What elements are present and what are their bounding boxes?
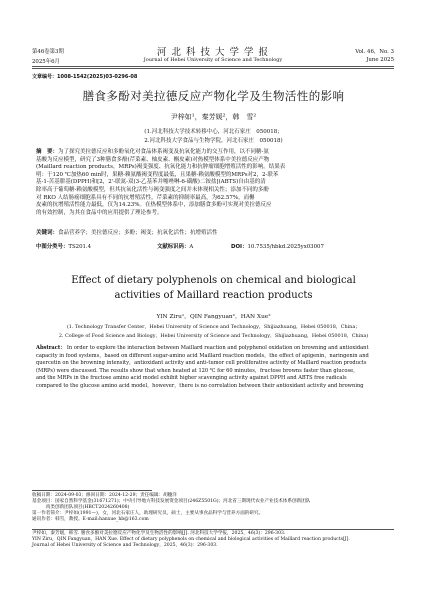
doi-label: DOI： bbox=[231, 244, 248, 250]
title-cn: 膳食多酚对美拉德反应产物化学及生物活性的影响 bbox=[82, 89, 345, 103]
authors-cn: 尹梓如¹，秦芳媛²，韩 雪² bbox=[170, 113, 257, 121]
abstract-en-label: Abstract： bbox=[36, 345, 66, 351]
abstract-cn-line: 基-1-苦基肼基(DPPH)和[2，2'-联氮-双(3-乙基苯并噻唑啉-6-磺酸)二铵盐](ABTS)自由基的清 bbox=[36, 179, 266, 186]
abstract-cn-line: 对 RKO 人结肠癌细胞系具有不同的抗增殖活性，芹菜素的抑制率最高，为62.57%，而槲 bbox=[36, 194, 255, 201]
footnote-corresponding: 通讯作者：韩雪，教授。E-mail:hanxue_hb@163.com bbox=[32, 517, 149, 523]
keywords-cn-label: 关键词： bbox=[36, 230, 59, 236]
clc-value: TS201.4 bbox=[68, 244, 92, 250]
abstract-cn-line: 除率高于葡萄糖-赖氨酸模型，但其抗氧化活性与褐变强度之间并未体现相关性；添加不同的多酚 bbox=[36, 186, 269, 193]
keywords-cn bbox=[36, 230, 390, 238]
abstract-en-line: quercetin on the browning intensity，antioxidant activity and anti-tumor cell proliferative activity of Maillard reaction products bbox=[36, 360, 367, 367]
abstract-en bbox=[36, 345, 390, 391]
affiliation-cn-1: (1.河北科技大学技术转移中心，河北石家庄 050018； bbox=[144, 129, 283, 135]
abstract-cn-line: 皮素的抗增殖活性能力最低，仅为14.23%。在热模型体系中，添加膳食多酚可实现对美拉德反应 bbox=[36, 202, 272, 209]
affiliation-en-1: (1. Technology Transfer Center，Hebei University of Science and Technology，Shijiazhuang，Hebei 050018，China； bbox=[66, 324, 361, 330]
citation-cn: 尹梓如，秦芳媛，韩雪. 膳食多酚对美拉德反应产物化学及生物活性的影响[J]. 河北科技大学学报，2025，46(3)：296-303. bbox=[32, 531, 286, 536]
citation-en-cont: Journal of Hebei University of Science and Technology，2025，46(3)：296-303. bbox=[32, 543, 218, 549]
footnote-received: 收稿日期：2024-09-03；修回日期：2024-12-29；责任编辑：胡穗洋 bbox=[32, 493, 177, 498]
abstract-cn-label: 摘 要： bbox=[36, 149, 59, 155]
doi-value: 10.7535/hbkd.2025yx03007 bbox=[247, 244, 324, 250]
footnote-rule bbox=[32, 490, 152, 491]
abstract-cn-line: 基酸为反应模型，研究了3种膳食多酚(芹菜素、柚皮素、槲皮素)对热模型体系中美拉德反应产物 bbox=[36, 156, 270, 163]
abstract-en-line: capacity in food systems，based on different sugar-amino acid Maillard reaction models，the effect of apigenin，naringenin and bbox=[36, 352, 369, 359]
affiliation-cn-2: 2.河北科技大学食品与生物学院，河北石家庄 050018) bbox=[144, 138, 283, 144]
header-date-en: June 2025 bbox=[366, 57, 394, 63]
doc-label: 文献标识码： bbox=[157, 244, 190, 250]
footnote-first-author: 第一作者简介：尹梓如(1991—)，女，河北石家庄人，助理研究员，硕士，主要从事食品科学与营养方面的研究。 bbox=[32, 511, 264, 517]
citation-rule bbox=[32, 529, 394, 530]
journal-title-en: Journal of Hebei University of Science and Technology bbox=[143, 57, 283, 63]
abstract-cn-line: (Maillard reaction products，MRPs)褐变强度、抗氧化能力和抗肿瘤细胞增殖活性的影响。结果表 bbox=[36, 164, 286, 171]
abstract-cn-line: 的有效控制，为其在食品中的应用提供了理论参考。 bbox=[36, 209, 163, 216]
doc-code bbox=[157, 242, 193, 250]
abstract-cn-line: 摘 要：为了探究美拉德反应和多酚氧化对食品体系褐变及抗氧化能力的交互作用，以不同糖-氨 bbox=[36, 149, 269, 155]
header-volume-en: Vol. 46，No. 3 bbox=[355, 49, 394, 55]
citation-en: YIN Ziru，QIN Fangyuan，HAN Xue. Effect of dietary polyphenols on chemical and biological activities of Maillard reaction products[J]. bbox=[32, 537, 350, 543]
header-rule-bottom bbox=[32, 68, 394, 69]
citation bbox=[32, 531, 394, 549]
abstract-en-line: (MRPs) were discussed. The results show that when heated at 120 ℃ for 60 minutes，fructose browns faster than glucose， bbox=[36, 367, 359, 374]
header-date-cn: 2025年6月 bbox=[32, 59, 60, 65]
footnote-funding: 基金项目：国家自然科学基金(31671271)；中央引导地方科技发展资金项目(246Z5501G)；河北省三期现代农业产业技术体系创新团队 bbox=[32, 499, 311, 505]
doi bbox=[231, 242, 324, 250]
clc-label: 中图分类号： bbox=[36, 244, 69, 250]
title-en-line-1: Effect of dietary polyphenols on chemical and biological bbox=[71, 275, 356, 286]
abstract-en-line: compared to the glucose amino acid model，however，there is no correlation between their antioxidant activity and browning bbox=[36, 382, 364, 389]
keywords-cn-text: 食品营养学；美拉德反应；多酚；褐变；抗氧化活性；抗增殖活性 bbox=[58, 230, 218, 236]
abstract-cn bbox=[36, 149, 390, 217]
title-en-line-2: activities of Maillard reaction products bbox=[114, 290, 313, 301]
header-volume-cn: 第46卷第3期 bbox=[32, 49, 64, 55]
abstract-en-line: Abstract： In order to explore the interaction between Maillard reaction and polyphenol oxidation on browning and antioxidant bbox=[36, 345, 369, 351]
abstract-en-line: and the MRPs in the fructose amino acid model exhibit higher scavenging activity against DPPH and ABTS free radicals bbox=[36, 375, 347, 382]
authors-en: YIN Ziru¹，QIN Fangyuan²，HAN Xue² bbox=[156, 314, 271, 320]
footnote-funding-cont: 肉类创新团队项目(HBCT2024260408) bbox=[32, 505, 130, 511]
journal-title-cn: 河 北 科 技 大 学 学 报 bbox=[156, 47, 270, 58]
article-number: 文章编号：1008-1542(2025)03-0296-08 bbox=[32, 74, 138, 80]
affiliation-en-2: 2. College of Food Science and Biology，Hebei University of Science and Technology，Shijiazhuang，Hebei 050018，China) bbox=[58, 333, 369, 339]
doc-value: A bbox=[189, 244, 194, 250]
header-rule-top bbox=[32, 66, 394, 67]
classification-row bbox=[36, 242, 390, 250]
footnotes bbox=[32, 493, 394, 523]
abstract-cn-line: 明：于120 ℃加热60 min时，果糖-赖氨酸褐变程度最低，且果糖-赖氨酸模型的MRPs对2，2-联苯 bbox=[36, 171, 279, 178]
